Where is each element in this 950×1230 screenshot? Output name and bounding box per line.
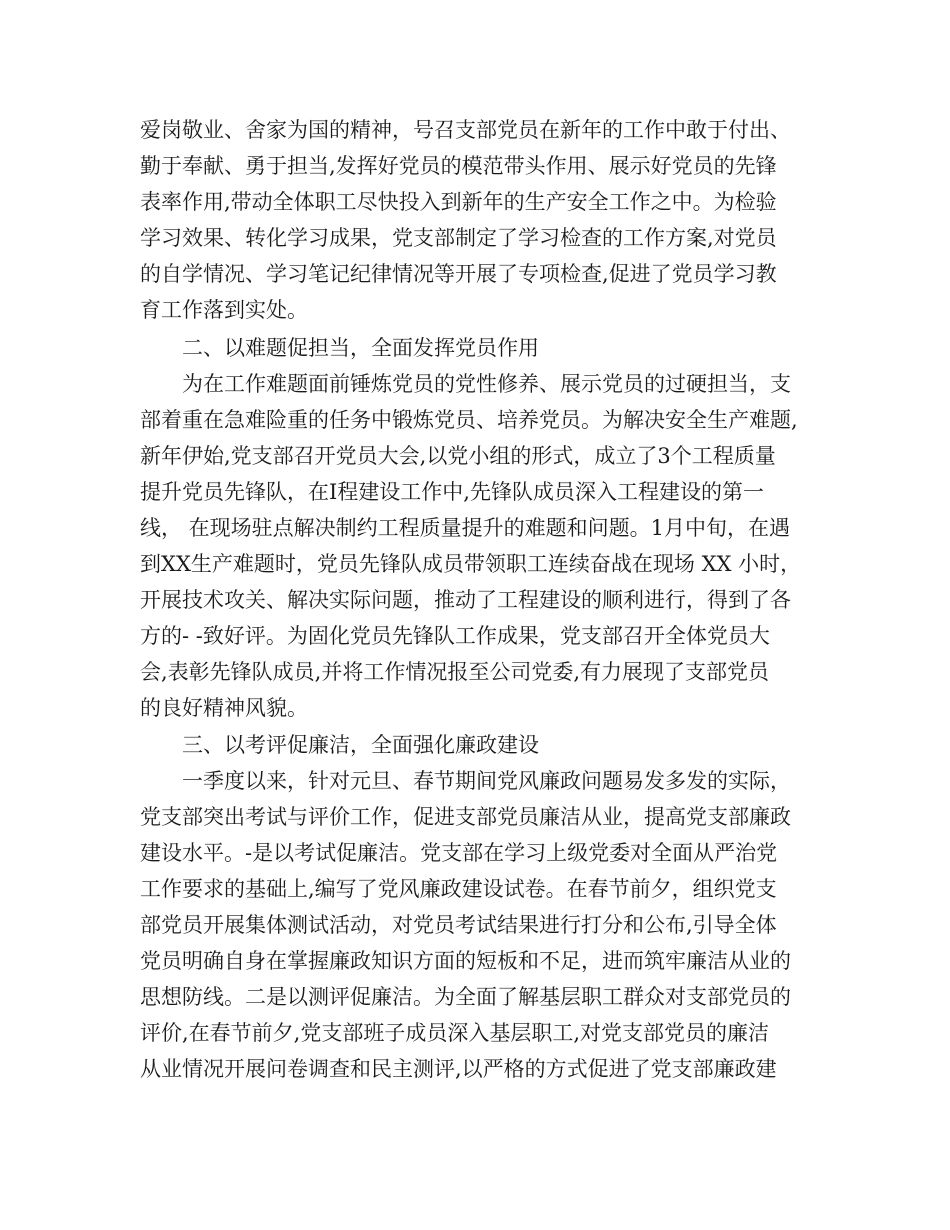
text-line: 为在工作难题面前锤炼党员的党性修养、展示党员的过硬担当，支 bbox=[182, 372, 791, 396]
text-line: 党员明确自身在掌握廉政知识方面的短板和不足，进而筑牢廉洁从业的 bbox=[140, 949, 791, 973]
text-line: 勤于奉献、勇于担当,发挥好党员的模范带头作用、展示好党员的先锋 bbox=[140, 154, 777, 178]
text-line: 新年伊始,党支部召开党员大会,以党小组的形式，成立了3个工程质量 bbox=[140, 444, 776, 468]
section-heading: 三、以考评促廉洁，全面强化廉政建设 bbox=[182, 733, 539, 757]
text-line: 方的- -致好评。为固化党员先锋队工作成果，党支部召开全体党员大 bbox=[140, 624, 770, 648]
text-line: 一季度以来，针对元旦、春节期间党风廉政问题易发多发的实际， bbox=[182, 769, 791, 793]
text-line: 爱岗敬业、舍家为国的精神，号召支部党员在新年的工作中敢于付出、 bbox=[140, 118, 791, 142]
text-line: 线， 在现场驻点解决制约工程质量提升的难题和问题。1月中旬，在遇 bbox=[140, 516, 791, 540]
text-line: 学习效果、转化学习成果，党支部制定了学习检查的工作方案,对党员 bbox=[140, 226, 777, 250]
text-line: 部着重在急难险重的任务中锻炼党员、培养党员。为解决安全生产难题, bbox=[140, 408, 798, 432]
text-line: 提升党员先锋队，在I程建设工作中,先锋队成员深入工程建设的第一 bbox=[140, 480, 764, 504]
text-line: 党支部突出考试与评价工作，促进支部党员廉洁从业，提高党支部廉政 bbox=[140, 805, 791, 829]
text-line: 的良好精神风貌。 bbox=[140, 696, 308, 720]
text-line: 到XX生产难题时，党员先锋队成员带领职工连续奋战在现场 XX 小时， bbox=[140, 552, 802, 576]
text-line: 评价,在春节前夕,党支部班子成员深入基层职工,对党支部党员的廉洁 bbox=[140, 1021, 770, 1045]
text-line: 思想防线。二是以测评促廉洁。为全面了解基层职工群众对支部党员的 bbox=[140, 985, 791, 1009]
text-line: 从业情况开展问卷调查和民主测评,以严格的方式促进了党支部廉政建 bbox=[140, 1057, 777, 1081]
section-heading: 二、以难题促担当，全面发挥党员作用 bbox=[182, 336, 539, 360]
text-line: 育工作落到实处。 bbox=[140, 298, 308, 322]
text-line: 部党员开展集体测试活动，对党员考试结果进行打分和公布,引导全体 bbox=[140, 913, 777, 937]
text-line: 建设水平。-是以考试促廉洁。党支部在学习上级党委对全面从严治党 bbox=[140, 841, 778, 865]
text-line: 开展技术攻关、解决实际问题，推动了工程建设的顺利进行，得到了各 bbox=[140, 588, 791, 612]
text-line: 工作要求的基础上,编写了党风廉政建设试卷。在春节前夕，组织党支 bbox=[140, 877, 777, 901]
text-line: 表率作用,带动全体职工尽快投入到新年的生产安全工作之中。为检验 bbox=[140, 190, 777, 214]
text-line: 会,表彰先锋队成员,并将工作情况报至公司党委,有力展现了支部党员 bbox=[140, 660, 770, 684]
text-line: 的自学情况、学习笔记纪律情况等开展了专项检查,促进了党员学习教 bbox=[140, 262, 777, 286]
